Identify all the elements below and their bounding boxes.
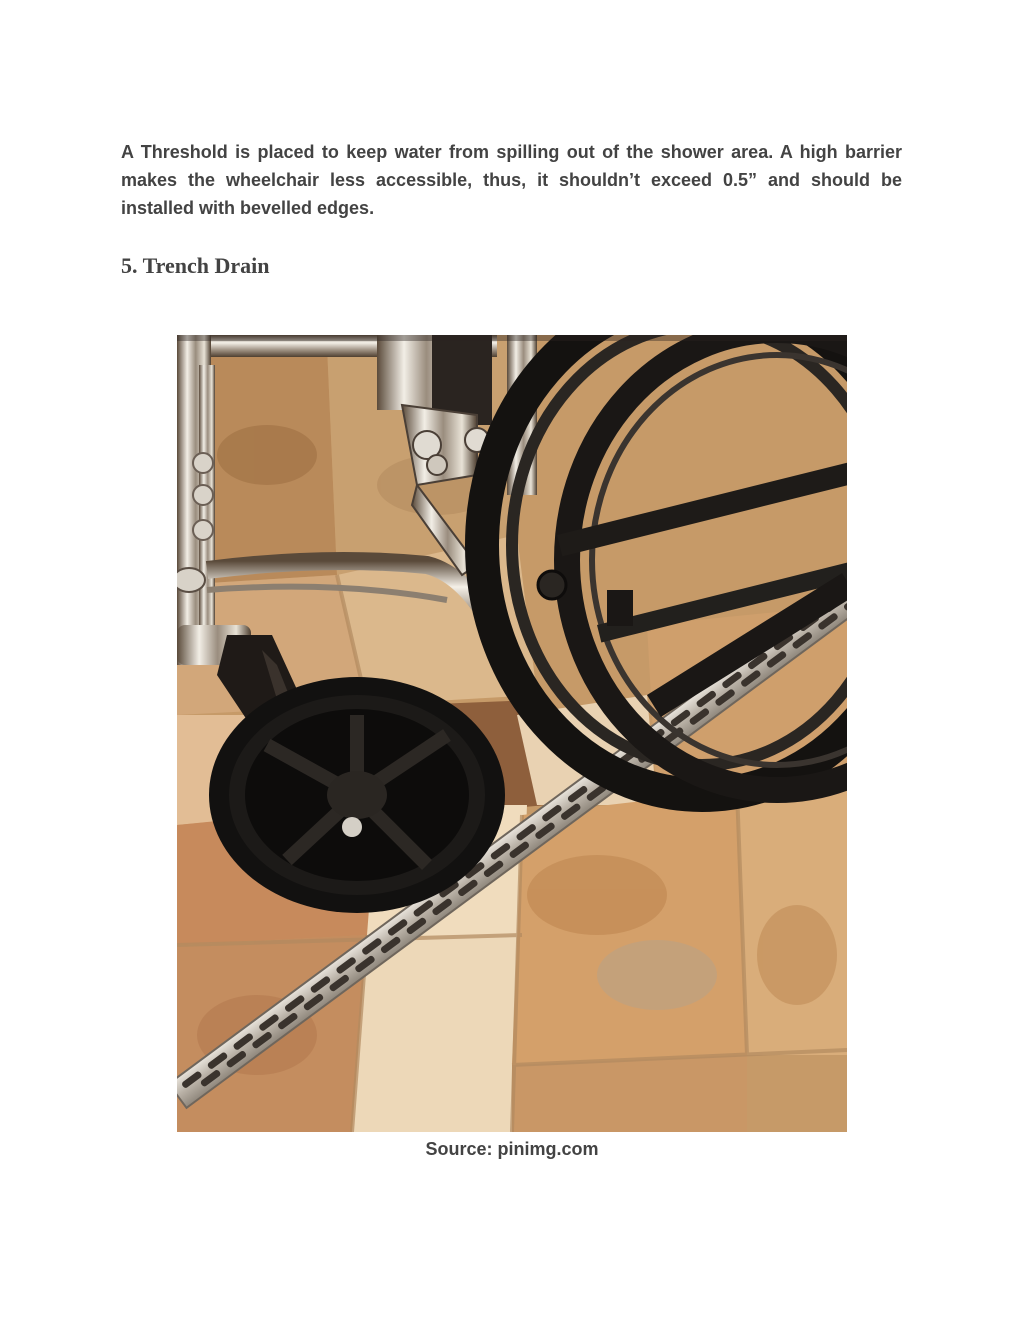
figure-caption: Source: pinimg.com — [425, 1139, 599, 1159]
trench-drain-photo — [177, 335, 847, 1132]
section-heading: 5. Trench Drain — [121, 253, 270, 278]
threshold-paragraph: A Threshold is placed to keep water from spilling out of the shower area. A high barrier makes the wheelchair less accessible, thus, it shouldn’t exceed 0.5” and should be installed with bevelled edges. — [121, 142, 902, 218]
